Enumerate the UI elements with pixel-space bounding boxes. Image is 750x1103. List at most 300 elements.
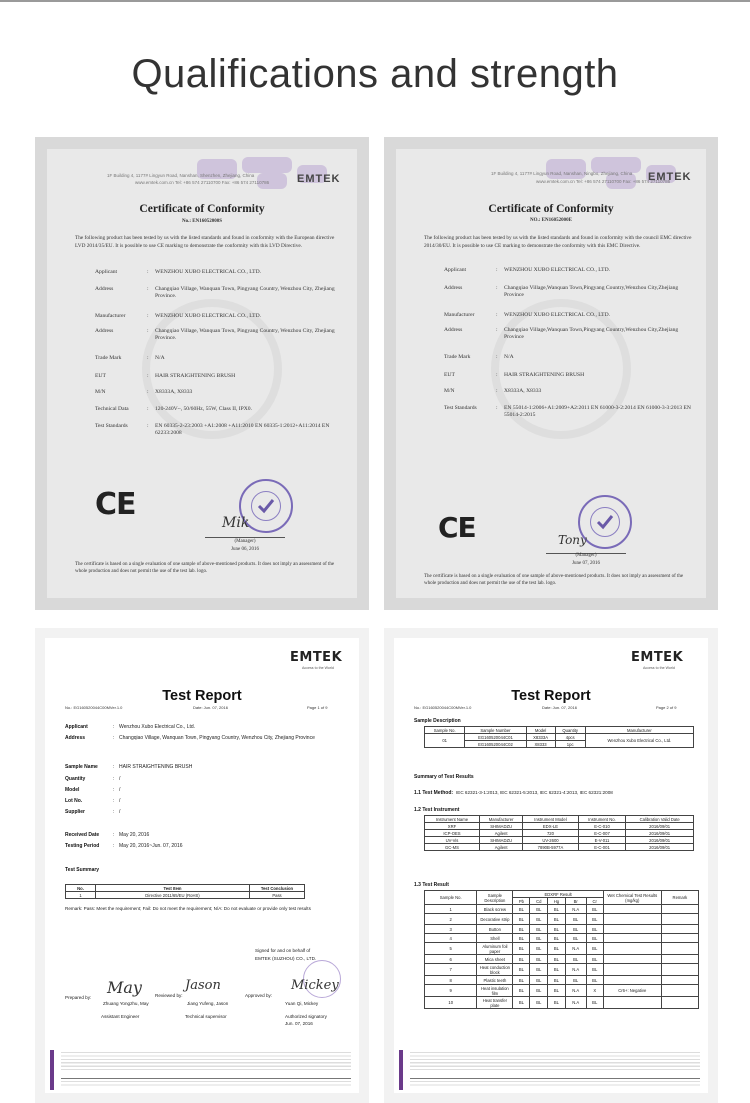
result-cell: BL: [586, 976, 603, 985]
certificate-field-row: [95, 269, 345, 276]
certificate-intro: The following product has been tested by us with the listed standards and found in conformity with the European directive LVD 2014/35/EU. It is possible to use CE marking to demonstrate the conformity with this LVD Directive.: [75, 235, 335, 249]
address-line: 1F Building 4, 1177# Lingyun Road, Nanshan, Shenzhen, Zhejiang, China: [107, 173, 255, 178]
reviewed-name: Jiang Yufeng, Jason: [187, 1001, 229, 1006]
sample-description-title: Sample Description: [414, 718, 461, 724]
field-value: /: [119, 787, 121, 793]
approved-role: Authorized signatory: [285, 1014, 327, 1019]
result-cell: [603, 905, 661, 914]
field-value: Changqiao Village, Wanquan Town, Pingyang Country, Wenzhou City, Zhejiang Province.: [155, 328, 335, 342]
instrument-cell: Agilent: [479, 844, 522, 851]
result-cell: BL: [586, 943, 603, 955]
result-cell: BL: [513, 914, 530, 925]
result-cell: BL: [565, 976, 586, 985]
result-cell: 1: [425, 905, 477, 914]
result-cell: Decorative strip: [477, 914, 513, 925]
field-value: May 20, 2016~Jun. 07, 2016: [119, 843, 183, 849]
result-cell: 10: [425, 997, 477, 1009]
result-header: Wet Chemical Test Results (mg/kg): [603, 891, 661, 905]
element-header: Cd: [530, 898, 548, 905]
result-cell: 5: [425, 943, 477, 955]
footer-accent-bar: [50, 1050, 54, 1090]
instrument-header: Calibration Valid Date: [626, 816, 694, 823]
result-header: Sample Description: [477, 891, 513, 905]
sample-header: Sample No.: [425, 727, 465, 734]
instrument-cell: SHIMADZU: [479, 837, 522, 844]
footer-fine-print: [61, 1052, 351, 1072]
result-table: [424, 890, 699, 1009]
result-cell: BL: [565, 934, 586, 943]
ce-mark: CE: [438, 511, 476, 544]
field-label: Applicant: [444, 267, 467, 273]
check-icon: [255, 495, 277, 517]
table-row: [425, 985, 699, 997]
result-cell: [603, 934, 661, 943]
reviewed-label: Reviewed by:: [155, 993, 183, 998]
table-row: [425, 844, 694, 851]
result-cell: [603, 976, 661, 985]
instrument-header: Instrument No.: [578, 816, 626, 823]
field-value: X8333A, X8333: [155, 389, 193, 395]
instrument-cell: E-C-001: [578, 844, 626, 851]
report-number: No.: EG160520044C00MVer.1.0: [65, 705, 123, 710]
test-report-page-2: [384, 628, 718, 1103]
test-method-label: 1.1 Test Method:: [414, 790, 454, 796]
field-label: M/N: [444, 388, 455, 394]
result-cell: BL: [530, 934, 548, 943]
emtek-logo: EMTEK: [290, 650, 343, 665]
instrument-table: [424, 815, 694, 851]
field-label: Applicant: [95, 269, 118, 275]
result-cell: BL: [565, 925, 586, 934]
instrument-cell: SHIMADZU: [479, 823, 522, 830]
result-cell: [661, 964, 698, 976]
footer-contact: [61, 1081, 351, 1087]
result-cell: [603, 943, 661, 955]
field-value: HAIR STRAIGHTENING BRUSH: [504, 372, 585, 378]
field-label: EUT: [95, 373, 106, 379]
field-value: Wenzhou Xubo Electrical Co., Ltd.: [119, 724, 196, 730]
sample-cell: 4pcs: [555, 734, 585, 741]
result-cell: N.A: [565, 997, 586, 1009]
result-cell: BL: [513, 976, 530, 985]
result-header: Sample No.: [425, 891, 477, 905]
instrument-cell: 720: [523, 830, 578, 837]
test-instrument-title: 1.2 Test Instrument: [414, 807, 460, 813]
element-header: Cr: [586, 898, 603, 905]
page-title: Qualifications and strength: [131, 52, 619, 96]
approved-date: Jun. 07, 2016: [285, 1021, 313, 1026]
footer-contact: [410, 1081, 700, 1087]
instrument-cell: E-C-007: [578, 830, 626, 837]
field-colon: :: [496, 327, 498, 333]
test-method-value: IEC 62321-3-1:2013, IEC 62321-5:2013, IEC 62321-4:2013, IEC 62321:2008: [456, 790, 613, 795]
field-label: Applicant: [65, 724, 88, 730]
table-row: [425, 997, 699, 1009]
signer-role: (Manager): [234, 539, 256, 544]
instrument-cell: 7890B-5977A: [523, 844, 578, 851]
approved-name: Yuan Qi, Mickey: [285, 1001, 319, 1006]
certificate-field-row: [95, 328, 345, 343]
signed-for: Signed for and on behalf of: [255, 948, 311, 953]
result-cell: 3: [425, 925, 477, 934]
field-colon: :: [113, 764, 115, 770]
sample-cell: 01: [425, 734, 465, 748]
page-number: Page 1 of 9: [307, 705, 328, 710]
element-header: Hg: [548, 898, 566, 905]
field-colon: :: [496, 372, 498, 378]
result-cell: 4: [425, 934, 477, 943]
report-number: No.: EG160520044C00MVer.1.0: [414, 705, 472, 710]
certificate-field-row: [95, 423, 345, 438]
field-colon: :: [113, 735, 115, 741]
element-header: Pb: [513, 898, 530, 905]
result-cell: [661, 925, 698, 934]
result-cell: BL: [586, 914, 603, 925]
result-cell: Mica sheet: [477, 955, 513, 964]
instrument-cell: XRF: [425, 823, 480, 830]
table-row: [425, 914, 699, 925]
field-label: Test Standards: [444, 405, 477, 411]
sample-cell: X8333: [526, 741, 555, 748]
instrument-cell: 2016/09/01: [626, 830, 694, 837]
field-colon: :: [496, 285, 498, 291]
result-cell: [661, 985, 698, 997]
contact-line: www.emtek.com.cn Tel: +86 574 27110700 Fax: +86 574 27110786: [536, 179, 671, 184]
report-title: Test Report: [162, 688, 242, 704]
field-value: /: [119, 798, 121, 804]
summary-title: Test Summary: [65, 867, 100, 873]
summary-header: Test Item: [96, 885, 250, 892]
result-cell: [661, 943, 698, 955]
field-colon: :: [147, 313, 149, 319]
check-icon: [594, 511, 616, 533]
field-colon: :: [496, 312, 498, 318]
sample-cell: EG160520044C02: [465, 741, 526, 748]
field-value: WENZHOU XUBO ELECTRICAL CO., LTD.: [504, 267, 611, 273]
field-label: Manufacturer: [444, 312, 475, 318]
sample-cell: EG160520044C01: [465, 734, 526, 741]
instrument-header: Instrument Name: [425, 816, 480, 823]
result-cell: BL: [530, 976, 548, 985]
result-cell: X: [586, 985, 603, 997]
report-date: Date: Jun. 07, 2016: [542, 705, 577, 710]
result-cell: BL: [586, 925, 603, 934]
ce-mark: CE: [95, 487, 136, 522]
result-cell: BL: [513, 997, 530, 1009]
result-cell: [603, 997, 661, 1009]
contact-line: www.emtek.com.cn Tel: +86 574 27110700 Fax: +86 574 27110786: [135, 180, 270, 185]
table-row: [425, 943, 699, 955]
certificate-field-row: [444, 354, 694, 361]
result-header: Remark: [661, 891, 698, 905]
result-cell: [661, 934, 698, 943]
result-cell: [603, 914, 661, 925]
summary-header: No.: [66, 885, 96, 892]
field-value: WENZHOU XUBO ELECTRICAL CO., LTD.: [155, 313, 262, 319]
field-label: EUT: [444, 372, 455, 378]
result-cell: BL: [513, 943, 530, 955]
field-label: Test Standards: [95, 423, 128, 429]
footer-accent-bar: [399, 1050, 403, 1090]
field-value: Changqiao Village,Wanquan Town,Pingyang Country,Wenzhou City,Zhejiang Province: [504, 327, 679, 341]
field-colon: :: [147, 355, 149, 361]
sample-header: Quantity: [555, 727, 585, 734]
field-colon: :: [113, 787, 115, 793]
result-cell: N.A: [565, 943, 586, 955]
prepared-label: Prepared by:: [65, 995, 92, 1000]
result-header: EDXRF Result: [513, 891, 603, 898]
summary-cell: 1: [66, 892, 96, 899]
result-cell: BL: [548, 905, 566, 914]
result-cell: Heat insulation film: [477, 985, 513, 997]
signed-company: EMTEK (SUZHOU) CO., LTD.: [255, 956, 317, 961]
field-colon: :: [147, 269, 149, 275]
certificate-field-row: [95, 313, 345, 320]
field-value: Changqiao Village, Wanquan Town, Pingyang Country, Wenzhou City, Zhejiang Province.: [155, 286, 335, 300]
result-cell: [661, 914, 698, 925]
field-label: Testing Period: [65, 843, 100, 849]
certificate-heading: Certificate of Conformity: [139, 203, 265, 215]
result-cell: BL: [530, 985, 548, 997]
certificate-field-row: [95, 355, 345, 362]
signature-line: [205, 537, 285, 538]
result-cell: BL: [548, 976, 566, 985]
result-cell: Cr6+: Negative: [603, 985, 661, 997]
result-cell: [603, 964, 661, 976]
certificate-intro: The following product has been tested by us with the listed standards and found in conformity with the council EMC directive 2014/30/EU. It is possible to use CE marking to demonstrate the conformity with this EMC Directive.: [424, 235, 692, 249]
top-divider: [0, 0, 750, 2]
result-cell: BL: [530, 943, 548, 955]
field-colon: :: [147, 328, 149, 334]
result-cell: 8: [425, 976, 477, 985]
result-cell: BL: [513, 905, 530, 914]
result-cell: [661, 997, 698, 1009]
instrument-cell: E-C-010: [578, 823, 626, 830]
field-label: M/N: [95, 389, 106, 395]
report-title: Test Report: [511, 688, 591, 704]
certificate-paper: [47, 149, 357, 598]
manager-signature: Tony: [558, 533, 587, 547]
field-colon: :: [113, 832, 115, 838]
field-colon: :: [147, 406, 149, 412]
result-cell: Plastic teeth: [477, 976, 513, 985]
result-cell: N.A: [565, 964, 586, 976]
instrument-cell: UV-2600: [523, 837, 578, 844]
footer-divider: [61, 1078, 351, 1079]
certificate-field-row: [95, 373, 345, 380]
result-cell: [603, 925, 661, 934]
result-cell: BL: [586, 905, 603, 914]
field-colon: :: [496, 405, 498, 411]
field-value: Changqiao Village, Wanquan Town, Pingyang Country, Wenzhou City, Zhejiang Province: [119, 735, 315, 741]
instrument-header: Manufacturer: [479, 816, 522, 823]
result-cell: BL: [586, 934, 603, 943]
certificate-date: June 06, 2016: [231, 547, 259, 552]
field-label: Lot No.: [65, 798, 83, 804]
result-cell: Heat transfer plate: [477, 997, 513, 1009]
field-value: N/A: [155, 355, 165, 361]
footer-fine-print: [410, 1052, 700, 1072]
result-cell: 9: [425, 985, 477, 997]
sample-cell: Wenzhou Xubo Electrical Co., Ltd.: [585, 734, 693, 748]
test-report-page-1: [35, 628, 369, 1103]
field-value: /: [119, 809, 121, 815]
field-label: Sample Name: [65, 764, 98, 770]
result-cell: BL: [548, 997, 566, 1009]
table-row: [425, 905, 699, 914]
certificate-field-row: [95, 286, 345, 301]
approved-signature: Mickey: [291, 978, 339, 993]
field-value: EN 60335-2-23:2003 +A1:2008 +A11:2010 EN 60335-1:2012+A11:2014 EN 62233:2008: [155, 423, 330, 437]
field-colon: :: [113, 798, 115, 804]
result-cell: BL: [548, 955, 566, 964]
emc-certificate: [384, 137, 718, 610]
certificate-number: No.: EN16052000S: [181, 219, 222, 224]
result-cell: [603, 955, 661, 964]
result-cell: [661, 905, 698, 914]
certificate-field-row: [444, 405, 694, 420]
instrument-cell: 2016/09/01: [626, 837, 694, 844]
results-summary-title: Summary of Test Results: [414, 774, 474, 780]
certificate-paper: [396, 149, 706, 598]
page-number: Page 2 of 9: [656, 705, 677, 710]
field-colon: :: [147, 373, 149, 379]
field-value: 120-240V~, 50/60Hz, 55W, Class II, IPX0.: [155, 406, 252, 412]
result-cell: BL: [586, 997, 603, 1009]
prepared-signature: May: [107, 978, 142, 997]
field-colon: :: [113, 809, 115, 815]
result-cell: BL: [548, 964, 566, 976]
signer-role: (Manager): [575, 553, 597, 558]
summary-cell: Pass: [250, 892, 305, 899]
report-date: Date: Jun. 07, 2016: [193, 705, 228, 710]
report-paper: [45, 638, 359, 1093]
instrument-cell: E-V-011: [578, 837, 626, 844]
field-colon: :: [496, 388, 498, 394]
certificate-field-row: [95, 389, 345, 396]
certificate-date: June 07, 2016: [572, 561, 600, 566]
certificate-field-row: [444, 285, 694, 300]
certificate-number: NO.: EN16052000E: [530, 218, 572, 223]
field-value: WENZHOU XUBO ELECTRICAL CO., LTD.: [504, 312, 611, 318]
field-label: Technical Data: [95, 406, 129, 412]
certificate-field-row: [444, 312, 694, 319]
result-cell: BL: [548, 925, 566, 934]
result-cell: 7: [425, 964, 477, 976]
result-cell: N.A: [565, 985, 586, 997]
field-colon: :: [113, 776, 115, 782]
lvd-certificate: [35, 137, 369, 610]
result-cell: BL: [548, 943, 566, 955]
result-cell: Shell: [477, 934, 513, 943]
table-row: [425, 934, 699, 943]
summary-cell: Directive 2011/65/EU (RoHS): [96, 892, 250, 899]
prepared-role: Assistant Engineer: [101, 1014, 140, 1019]
test-result-title: 1.3 Test Result: [414, 882, 449, 888]
certificate-field-row: [95, 406, 345, 413]
field-label: Quantity: [65, 776, 86, 782]
sample-cell: X8333A: [526, 734, 555, 741]
field-colon: :: [496, 354, 498, 360]
instrument-header: Instrument Model: [523, 816, 578, 823]
field-value: N/A: [504, 354, 514, 360]
result-cell: N.A: [565, 905, 586, 914]
table-row: [425, 955, 699, 964]
result-cell: 2: [425, 914, 477, 925]
field-value: EN 55014-1:2006+A1:2009+A2:2011 EN 61000-3-2:2014 EN 61000-3-3:2013 EN 55014-2:2015: [504, 405, 691, 419]
field-colon: :: [113, 843, 115, 849]
result-cell: Aluminum foil paper: [477, 943, 513, 955]
result-cell: Button: [477, 925, 513, 934]
footer-divider: [410, 1078, 700, 1079]
reviewed-role: Technical supervisor: [185, 1014, 227, 1019]
field-label: Address: [95, 286, 114, 292]
result-cell: BL: [548, 985, 566, 997]
field-colon: :: [496, 267, 498, 273]
field-label: Model: [65, 787, 80, 793]
instrument-cell: ICP-OES: [425, 830, 480, 837]
address-line: 1F Building 4, 1177# Lingyun Road, Nanshan, Ningbo, Zhejiang, China: [491, 171, 633, 176]
emtek-logo: EMTEK: [297, 173, 341, 185]
certificate-field-row: [444, 388, 694, 395]
certificate-footer: The certificate is based on a single evaluation of one sample of above-mentioned products. It does not imply an assessment of the whole production and does not permit the use of the test lab. logo.: [424, 574, 684, 586]
sample-header: Sample Number: [465, 727, 526, 734]
result-cell: BL: [586, 955, 603, 964]
report-paper: [394, 638, 708, 1093]
field-value: HAIR STRAIGHTENING BRUSH: [119, 764, 193, 770]
certificate-field-row: [444, 267, 694, 274]
field-value: HAIR STRAIGHTENING BRUSH: [155, 373, 236, 379]
table-row: [425, 976, 699, 985]
field-colon: :: [147, 423, 149, 429]
table-row: [425, 837, 694, 844]
result-cell: BL: [513, 925, 530, 934]
result-cell: BL: [548, 934, 566, 943]
logo-tagline: Access to the World: [643, 666, 675, 670]
field-label: Address: [444, 327, 463, 333]
table-row: [425, 823, 694, 830]
field-value: /: [119, 776, 121, 782]
summary-header: Test Conclusion: [250, 885, 305, 892]
sample-table: [424, 726, 694, 748]
instrument-cell: 2016/09/01: [626, 823, 694, 830]
field-label: Trade Mark: [444, 354, 471, 360]
field-colon: :: [147, 389, 149, 395]
table-row: [425, 925, 699, 934]
result-cell: Black screw: [477, 905, 513, 914]
result-cell: BL: [586, 964, 603, 976]
field-value: Changqiao Village,Wanquan Town,Pingyang Country,Wenzhou City,Zhejiang Province: [504, 285, 679, 299]
instrument-cell: UV-Vis: [425, 837, 480, 844]
reviewed-signature: Jason: [185, 978, 221, 993]
sample-cell: 1pc: [555, 741, 585, 748]
result-cell: [661, 976, 698, 985]
manager-signature: Mik: [222, 515, 250, 531]
field-label: Address: [444, 285, 463, 291]
result-cell: BL: [530, 905, 548, 914]
result-cell: BL: [513, 964, 530, 976]
field-label: Trade Mark: [95, 355, 122, 361]
instrument-cell: GC-MS: [425, 844, 480, 851]
logo-tagline: Access to the World: [302, 666, 334, 670]
result-cell: BL: [513, 985, 530, 997]
result-cell: BL: [565, 955, 586, 964]
certificate-field-row: [444, 372, 694, 379]
field-value: May 20, 2016: [119, 832, 150, 838]
field-label: Supplier: [65, 809, 86, 815]
remark: Remark: Pass: Meet the requirement; Fail: Do not meet the requirement; N/A: Do not evaluate or provide only test results: [65, 906, 311, 911]
prepared-name: Zhuang Yongzhu, May: [103, 1001, 149, 1006]
